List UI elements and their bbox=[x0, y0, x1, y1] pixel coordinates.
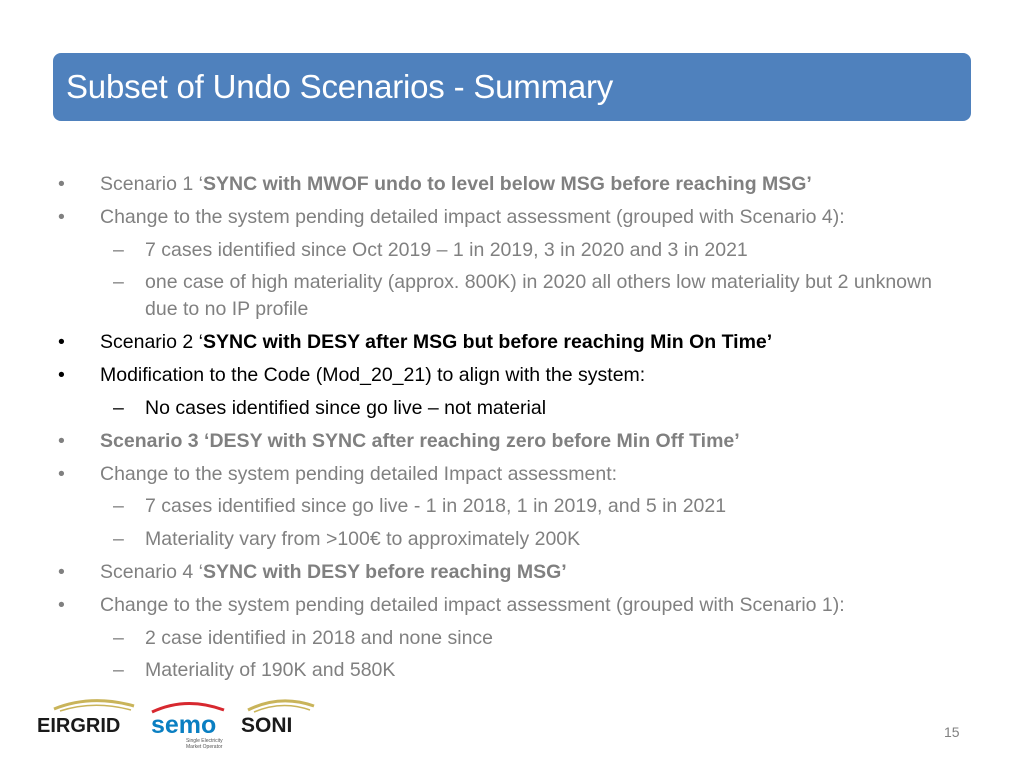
dash-icon: – bbox=[113, 396, 124, 419]
soni-logo-text: SONI bbox=[241, 714, 293, 737]
semo-tagline-line2: Market Operator bbox=[186, 744, 223, 750]
dash-icon: – bbox=[113, 271, 124, 294]
scenario-1-item: • Scenario 1 ‘SYNC with MWOF undo to level below MSG before reaching MSG’ bbox=[58, 168, 958, 201]
bullet-list bbox=[58, 168, 958, 687]
bullet-icon: • bbox=[58, 560, 65, 583]
partner-logos bbox=[36, 694, 321, 754]
bullet-icon: • bbox=[58, 364, 65, 387]
dash-icon: – bbox=[113, 659, 124, 682]
scenario-1-subitem: – 7 cases identified since Oct 2019 – 1 in 2019, 3 in 2020 and 3 in 2021 bbox=[58, 234, 958, 267]
title-bar bbox=[53, 53, 971, 121]
scenario-2-subitem: – No cases identified since go live – not material bbox=[58, 392, 958, 425]
semo-logo bbox=[151, 703, 224, 750]
dash-icon: – bbox=[113, 626, 124, 649]
dash-icon: – bbox=[113, 238, 124, 261]
scenario-2-change-item: • Modification to the Code (Mod_20_21) to align with the system: bbox=[58, 359, 958, 392]
eirgrid-logo-text: EIRGRID bbox=[37, 715, 121, 737]
scenario-4-subitem: – Materiality of 190K and 580K bbox=[58, 654, 958, 687]
semo-logo-text: semo bbox=[151, 711, 217, 739]
dash-icon: – bbox=[113, 495, 124, 518]
scenario-3-subitem: – 7 cases identified since go live - 1 in 2018, 1 in 2019, and 5 in 2021 bbox=[58, 490, 958, 523]
bullet-icon: • bbox=[58, 331, 65, 354]
bullet-icon: • bbox=[58, 593, 65, 616]
scenario-2-item: • Scenario 2 ‘SYNC with DESY after MSG but before reaching Min On Time’ bbox=[58, 326, 958, 359]
bullet-icon: • bbox=[58, 462, 65, 485]
slide-title: Subset of Undo Scenarios - Summary bbox=[66, 68, 614, 105]
bullet-icon: • bbox=[58, 205, 65, 228]
eirgrid-logo bbox=[37, 701, 134, 737]
bullet-icon: • bbox=[58, 429, 65, 452]
scenario-3-item: • Scenario 3 ‘DESY with SYNC after reaching zero before Min Off Time’ bbox=[58, 425, 958, 458]
scenario-4-item: • Scenario 4 ‘SYNC with DESY before reaching MSG’ bbox=[58, 556, 958, 589]
bullet-icon: • bbox=[58, 173, 65, 195]
page-number: 15 bbox=[944, 724, 960, 740]
scenario-1-subitem: – one case of high materiality (approx. 800K) in 2020 all others low materiality but 2 unknown due to no IP profile bbox=[113, 271, 932, 321]
scenario-3-change-item: • Change to the system pending detailed Impact assessment: bbox=[58, 458, 958, 491]
scenario-4-change-item: • Change to the system pending detailed impact assessment (grouped with Scenario 1): bbox=[58, 589, 958, 622]
dash-icon: – bbox=[113, 528, 124, 551]
scenario-4-subitem: – 2 case identified in 2018 and none since bbox=[58, 622, 958, 655]
soni-logo bbox=[241, 701, 314, 737]
semo-tagline-line1: Single Electricity bbox=[186, 738, 223, 744]
scenario-1-change-item: • Change to the system pending detailed impact assessment (grouped with Scenario 4): bbox=[58, 201, 958, 234]
scenario-3-subitem: – Materiality vary from >100€ to approximately 200K bbox=[58, 523, 958, 556]
